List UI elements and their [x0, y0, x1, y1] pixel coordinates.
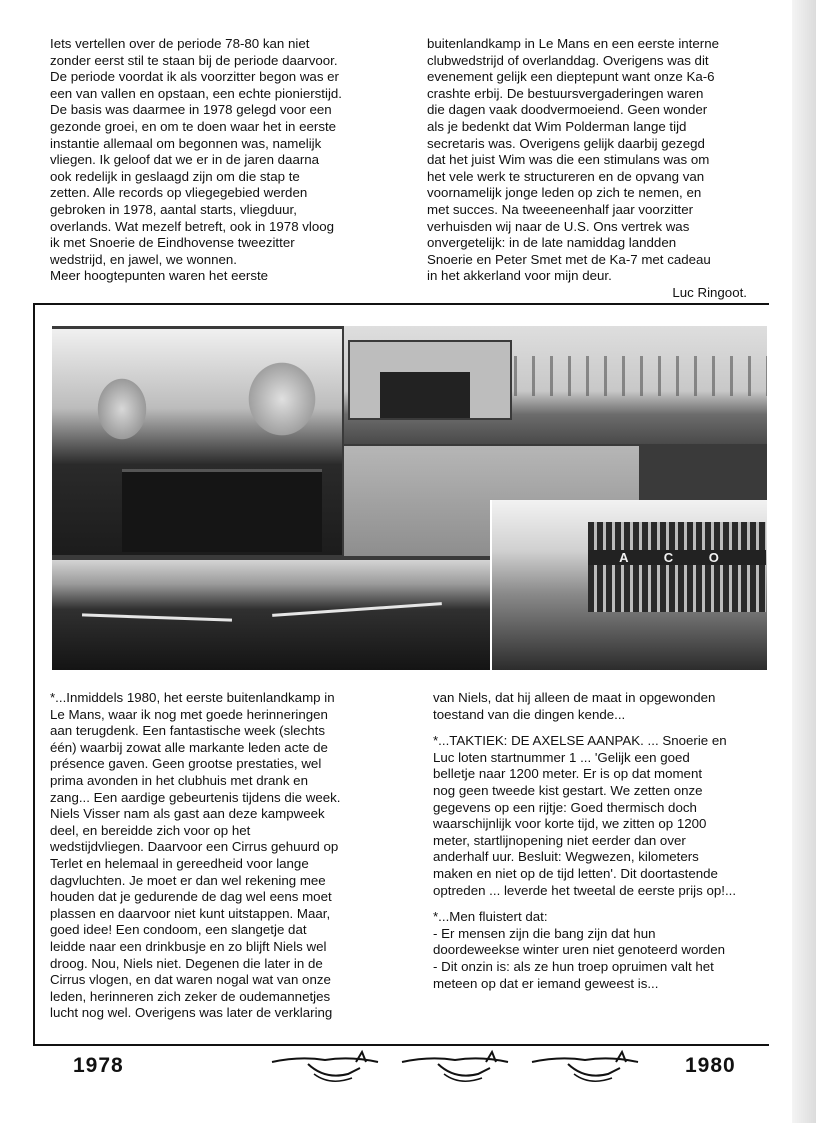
- story-paragraph: *...Inmiddels 1980, het eerste buitenlandkamp in Le Mans, waar ik nog met goede herinneringen aan terugdenk. Een fantastische week (slechts één) waarbij zowat alle markante leden acte de présence gaven. Geen grootse prestaties, wel prima avonden in het clubhuis met drank en zang... Een aardige gebeurtenis tijdens die week. Niels Visser nam als gast aan deze kampweek deel, en bereidde zich voor op het wedstijdvliegen. Daarvoor een Cirrus gehuurd op Terlet en helemaal in gereedheid voor lange dagvluchten. Je moet er dan wel rekening mee houden dat je gedurende de dag wel eens moet plassen en daarvoor niet kunt uitstappen. Maar, goed idee! Een condoom, een slangetje dat leidde naar een drinkbusje en zo blijft Niels wel droog. Nou, Niels niet. Degenen die later in de Cirrus vlogen, en dat waren nogal wat van onze leden, herinneren zich zeker de oudemannetjes lucht nog wel. Overigens was later de verklaring: [50, 690, 341, 1021]
- photo-hangar: [344, 326, 767, 444]
- frame-rule-left: [33, 303, 35, 1045]
- glider-icon: [530, 1044, 640, 1088]
- glider-icon: [400, 1044, 510, 1088]
- scan-edge: [792, 0, 816, 1123]
- photo-collage: [52, 326, 767, 670]
- story-paragraph: *...TAKTIEK: DE AXELSE AANPAK. ... Snoerie en Luc loten startnummer 1 ... 'Gelijk een goed belletje naar 1200 meter. Er is op dat moment nog geen tweede kist gestart. We zetten onze gegevens op een rijtje: Goed thermisch doch waarschijnlijk voor korte tijd, we zitten op 1200 meter, startlijnopening niet eerder dan over anderhalf uur. Besluit: Wegwezen, kilometers maken en niet op de tijd letten'. Dit doortastende optreden ... leverde het tweetal de eerste prijs op!...: [433, 733, 737, 898]
- aco-sign: A C O: [588, 550, 766, 565]
- article-column-top-right: [427, 36, 747, 302]
- frame-rule-top: [33, 303, 769, 305]
- story-paragraph: van Niels, dat hij alleen de maat in opgewonden toestand van die dingen kende...: [433, 690, 716, 722]
- article-paragraph: buitenlandkamp in Le Mans en een eerste interne clubwedstrijd of overlanddag. Overigens was dit evenement gelijk een dieptepunt want onze Ka-6 crashte erbij. De bestuursvergaderingen waren die dagen vaak doodvermoeiend. Geen wonder als je bedenkt dat Wim Polderman lange tijd secretaris was. Overigens gelijk daarbij gezegd dat het juist Wim was die een stimulans was om het vele werk te structureren en de opvang van voornamelijk jonge leden op zich te nemen, en met succes. Na tweeeneenhalf jaar voorzitter verhuisden wij naar de U.S. Ons vertrek was onvergetelijk: in de late namiddag landden Snoerie en Peter Smet met de Ka-7 met cadeau in het akkerland voor mijn deur.: [427, 36, 719, 284]
- story-column-right: [433, 690, 763, 992]
- article-column-top-left: [50, 36, 370, 285]
- author-signature: Luc Ringoot.: [672, 284, 747, 300]
- story-column-left: [50, 690, 368, 1022]
- glider-icon: [270, 1044, 380, 1088]
- footer-year-end: 1980: [685, 1054, 736, 1077]
- story-paragraph: *...Men fluistert dat: - Er mensen zijn die bang zijn dat hun doordeweekse winter uren niet genoteerd worden - Dit onzin is: als ze hun troep opruimen valt het meteen op dat er iemand geweest is...: [433, 909, 725, 991]
- footer-year-start: 1978: [73, 1054, 124, 1077]
- photo-clubhouse-people: [52, 329, 342, 555]
- photo-aco-building: [490, 500, 767, 670]
- article-paragraph: Iets vertellen over de periode 78-80 kan niet zonder eerst stil te staan bij de periode daarvoor. De periode voordat ik als voorzitter begon was er een van vallen en opstaan, een echte pionierstijd. De basis was daarmee in 1978 gelegd voor een gezonde groei, en om te doen waar het in eerste instantie allemaal om begonnen was, namelijk vliegen. Ik geloof dat we er in de jaren daarna ook redelijk in geslaagd zijn om die stap te zetten. Alle records op vliegegebied werden gebroken in 1978, aantal starts, vliegduur, overlands. Wat mezelf betreft, ook in 1978 vloog ik met Snoerie de Eindhovense tweezitter wedstrijd, en jawel, we wonnen. Meer hoogtepunten waren het eerste: [50, 36, 342, 284]
